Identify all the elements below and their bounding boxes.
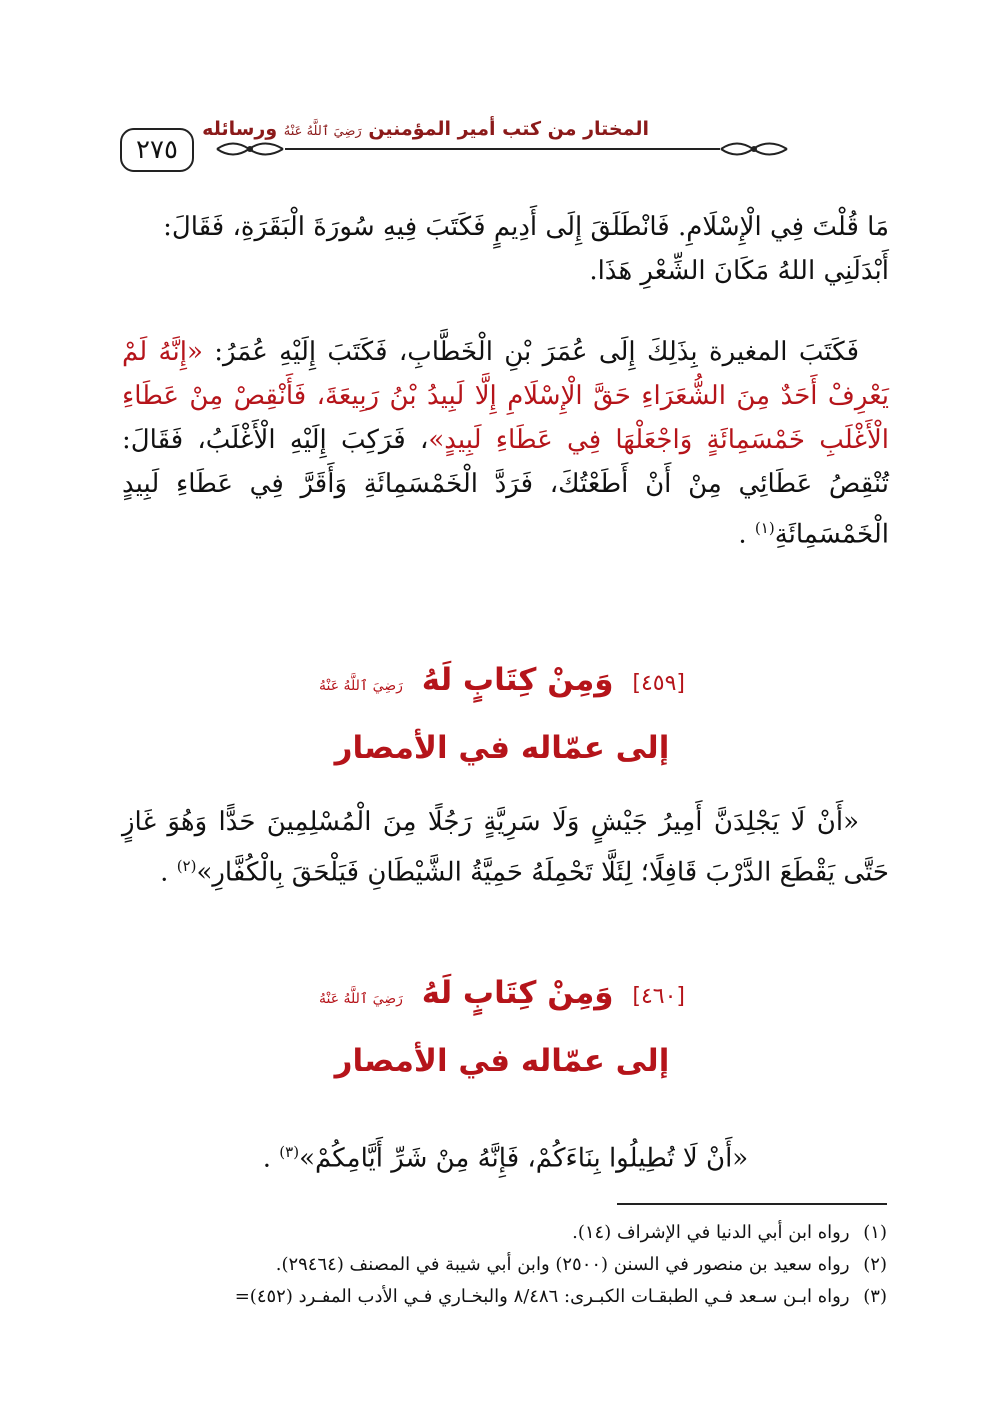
header-title-tail: ورسائله — [202, 118, 278, 140]
footnote-2-text: رواه سعيد بن منصور في السنن (٢٥٠٠) وابن أبي شيبة في المصنف (٢٩٤٦٤). — [275, 1254, 850, 1275]
footnote-1 — [120, 1217, 887, 1249]
footnote-2 — [120, 1249, 887, 1281]
footnote-3-text: رواه ابـن سـعد فـي الطبقـات الكبـرى: ٨/٤٨٦ والبخـاري فـي الأدب المفـرد (٤٥٢)= — [234, 1286, 850, 1307]
footnote-1-text: رواه ابن أبي الدنيا في الإشراف (١٤). — [572, 1222, 850, 1243]
header-ornament-right-icon — [719, 140, 789, 158]
footnote-1-number: (١) — [863, 1222, 887, 1243]
header-honorific: رَضِيَ ٱللَّهُ عَنْهُ — [283, 124, 362, 139]
paragraph-1-line-1: مَا قُلْتَ فِي الْإِسْلَامِ. فَانْطَلَقَ إِلَى أَدِيمٍ فَكَتَبَ فِيهِ سُورَةَ الْبَقَرَةِ، فَقَالَ: — [163, 212, 889, 242]
section-459-honorific: رَضِيَ ٱللَّهُ عَنْهُ — [318, 678, 403, 694]
paragraph-1 — [122, 205, 889, 293]
paragraph-2-intro: فَكَتَبَ المغيرة بِذَلِكَ إِلَى عُمَرَ بْنِ الْخَطَّابِ، فَكَتَبَ إِلَيْهِ عُمَرُ: — [214, 337, 860, 367]
sentence-period: . — [160, 857, 169, 888]
footnote-ref-2[interactable]: (٢) — [176, 857, 197, 875]
section-459-number: [٤٥٩] — [632, 671, 685, 696]
section-460-text — [122, 1130, 889, 1181]
sentence-period: . — [738, 519, 747, 550]
paragraph-1-line-2: أَبْدَلَنِي اللهُ مَكَانَ الشِّعْرِ هَذَا. — [589, 256, 889, 286]
paragraph-2-quote: «إِنَّهُ لَمْ يَعْرِفْ أَحَدٌ مِنَ الشُّعَرَاءِ حَقَّ الْإِسْلَامِ إِلَّا لَبِيدُ بْنُ رَبِيعَةَ، فَأَنْقِصْ مِنْ عَطَاءِ الْأَغْلَبِ خَمْسَمِائَةٍ وَاجْعَلْهَا فِي عَطَاءِ لَبِيدٍ» — [122, 337, 889, 455]
section-460-title — [0, 975, 1004, 1011]
section-459-text — [122, 800, 889, 895]
section-459-heading: وَمِنْ كِتَابٍ لَهُ — [421, 662, 614, 698]
header-title-main: المختار من كتب أمير المؤمنين — [368, 118, 649, 140]
section-459-subtitle: إلى عمّاله في الأمصار — [334, 730, 670, 766]
section-459-quote: «أَنْ لَا يَجْلِدَنَّ أَمِيرُ جَيْشٍ وَلَا سَرِيَّةٍ رَجُلًا مِنَ الْمُسْلِمِينَ حَدًّا وَهُوَ غَازٍ حَتَّى يَقْطَعَ الدَّرْبَ قَافِلًا؛ لِئَلَّا تَحْمِلَهُ حَمِيَّةُ الشَّيْطَانِ فَيَلْحَقَ بِالْكُفَّارِ» — [122, 807, 889, 888]
footnote-ref-3[interactable]: (٣) — [279, 1143, 300, 1161]
section-460-number: [٤٦٠] — [632, 984, 685, 1009]
paragraph-2 — [122, 330, 889, 557]
header-ornament-left-icon — [215, 140, 285, 158]
footnote-3 — [120, 1281, 887, 1313]
footnote-2-number: (٢) — [863, 1254, 887, 1275]
footnotes — [120, 1217, 887, 1313]
sentence-period: . — [262, 1143, 272, 1174]
footnote-3-number: (٣) — [863, 1286, 887, 1307]
footnote-separator — [617, 1203, 887, 1205]
running-header — [202, 118, 649, 140]
paragraph-2-rest: ، فَرَكِبَ إِلَيْهِ الْأَغْلَبُ، فَقَالَ: تُنْقِصُ عَطَائِي مِنْ أَنْ أَطَعْتُكَ، فَرَدَّ الْخَمْسَمِائَةِ وَأَقَرَّ فِي عَطَاءِ لَبِيدٍ الْخَمْسَمِائَةِ — [122, 425, 889, 550]
section-460-quote: «أَنْ لَا تُطِيلُوا بِنَاءَكُمْ، فَإِنَّهُ مِنْ شَرِّ أَيَّامِكُمْ» — [299, 1143, 749, 1174]
footnote-ref-1[interactable]: (١) — [754, 519, 775, 537]
page-number: ٢٧٥ — [120, 128, 194, 172]
section-460-heading: وَمِنْ كِتَابٍ لَهُ — [421, 975, 614, 1011]
header-rule — [285, 148, 720, 150]
section-460-honorific: رَضِيَ ٱللَّهُ عَنْهُ — [318, 991, 403, 1007]
section-460-subtitle: إلى عمّاله في الأمصار — [334, 1043, 670, 1079]
section-459-title — [0, 662, 1004, 698]
